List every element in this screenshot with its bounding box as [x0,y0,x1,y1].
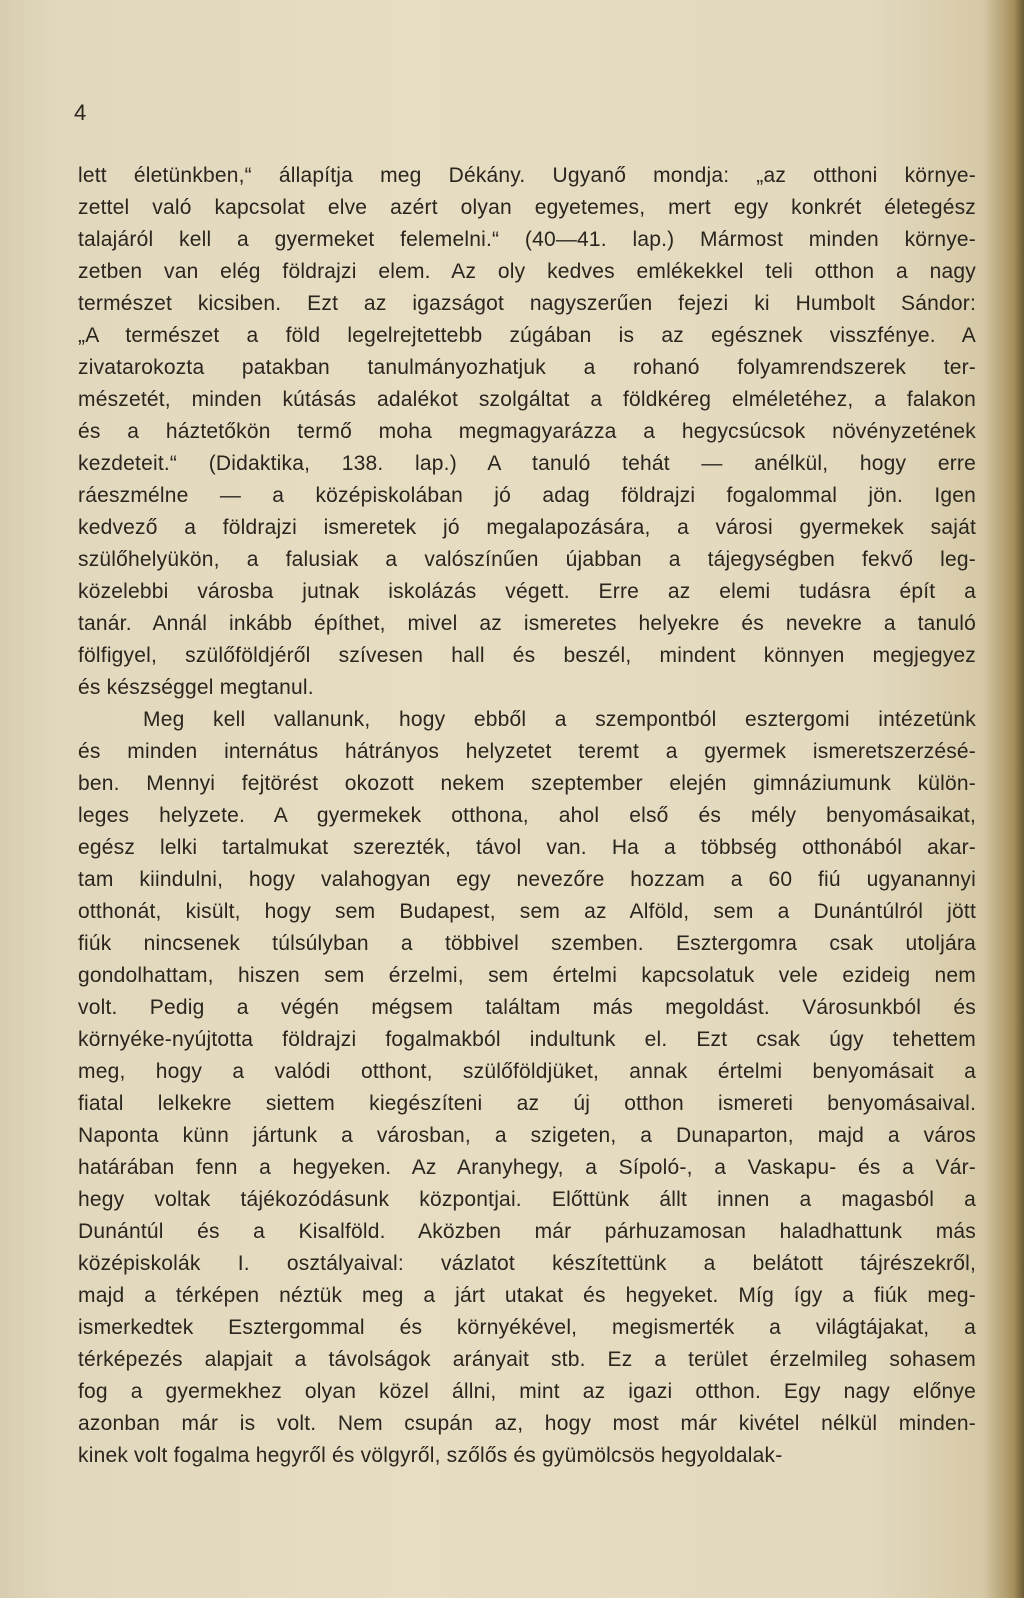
text-line: Dunántúl és a Kisalföld. Aközben már párhuzamosan haladhattunk más [78,1220,976,1243]
text-line: zettel való kapcsolat elve azért olyan egyetemes, mert egy konkrét életegész [78,196,976,219]
text-line: gondolhattam, hiszen sem érzelmi, sem értelmi kapcsolatuk vele ezideig nem [78,964,976,987]
text-line: környéke-nyújtotta földrajzi fogalmakból indultunk el. Ezt csak úgy tehettem [78,1028,976,1051]
text-line: ben. Mennyi fejtörést okozott nekem szeptember elején gimnáziumunk külön- [78,772,976,795]
text-line: volt. Pedig a végén mégsem találtam más megoldást. Városunkból és [78,996,976,1019]
text-line: kedvező a földrajzi ismeretek jó megalapozására, a városi gyermekek saját [78,516,976,539]
text-line: térképezés alapjait a távolságok arányait stb. Ez a terület érzelmileg sohasem [78,1348,976,1371]
text-line: majd a térképen néztük meg a járt utakat és hegyeket. Míg így a fiúk meg- [78,1284,976,1307]
text-line: mészetét, minden kútásás adalékot szolgáltat a földkéreg elméletéhez, a falakon [78,388,976,411]
text-line: és készséggel megtanul. [78,676,314,699]
text-line: ismerkedtek Esztergommal és környékével, megismerték a világtájakat, a [78,1316,976,1339]
text-line: egész lelki tartalmukat szerezték, távol van. Ha a többség otthonából akar- [78,836,976,859]
text-line: kezdeteit.“ (Didaktika, 138. lap.) A tanuló tehát — anélkül, hogy erre [78,452,976,475]
text-line: „A természet a föld legelrejtettebb zúgában is az egésznek visszfénye. A [78,324,976,347]
text-line: leges helyzete. A gyermekek otthona, ahol első és mély benyomásaikat, [78,804,976,827]
text-line: határában fenn a hegyeken. Az Aranyhegy, a Sípoló-, a Vaskapu- és a Vár- [78,1156,976,1179]
text-line: kinek volt fogalma hegyről és völgyről, szőlős és gyümölcsös hegyoldalak- [78,1444,783,1467]
text-line: ráeszmélne — a középiskolában jó adag földrajzi fogalommal jön. Igen [78,484,976,507]
text-line: Meg kell vallanunk, hogy ebből a szempontból esztergomi intézetünk [143,708,976,731]
paragraph-2 [78,704,976,1472]
text-line: és minden internátus hátrányos helyzetet teremt a gyermek ismeretszerzésé- [78,740,976,763]
text-line: talajáról kell a gyermeket felemelni.“ (40—41. lap.) Mármost minden környe- [78,228,976,251]
text-line: azonban már is volt. Nem csupán az, hogy most már kivétel nélkül minden- [78,1412,976,1435]
text-line: fölfigyel, szülőföldjéről szívesen hall és beszél, mindent könnyen megjegyez [78,644,976,667]
text-line: hegy voltak tájékozódásunk központjai. Előttünk állt innen a magasból a [78,1188,976,1211]
body-text [78,160,976,1472]
text-line: otthonát, kisült, hogy sem Budapest, sem az Alföld, sem a Dunántúlról jött [78,900,976,923]
text-line: fiúk nincsenek túlsúlyban a többivel szemben. Esztergomra csak utoljára [78,932,976,955]
text-line: zetben van elég földrajzi elem. Az oly kedves emlékekkel teli otthon a nagy [78,260,976,283]
text-line: és a háztetőkön termő moha megmagyarázza a hegycsúcsok növényzetének [78,420,976,443]
text-line: szülőhelyükön, a falusiak a valószínűen újabban a tájegységben fekvő leg- [78,548,976,571]
page-number: 4 [74,100,87,125]
text-line: tam kiindulni, hogy valahogyan egy nevezőre hozzam a 60 fiú ugyanannyi [78,868,976,891]
text-line: természet kicsiben. Ezt az igazságot nagyszerűen fejezi ki Humbolt Sándor: [78,292,976,315]
text-line: fog a gyermekhez olyan közel állni, mint az igazi otthon. Egy nagy előnye [78,1380,976,1403]
text-line: zivatarokozta patakban tanulmányozhatjuk a rohanó folyamrendszerek ter- [78,356,976,379]
text-line: középiskolák I. osztályaival: vázlatot készítettünk a belátott tájrészekről, [78,1252,976,1275]
text-line: tanár. Annál inkább építhet, mivel az ismeretes helyekre és nevekre a tanuló [78,612,976,635]
text-line: fiatal lelkekre siettem kiegészíteni az új otthon ismereti benyomásaival. [78,1092,976,1115]
text-line: Naponta künn jártunk a városban, a szigeten, a Dunaparton, majd a város [78,1124,976,1147]
text-line: lett életünkben,“ állapítja meg Dékány. Ugyanő mondja: „az otthoni környe- [78,164,976,187]
paragraph-1 [78,160,976,704]
text-line: meg, hogy a valódi otthont, szülőföldjüket, annak értelmi benyomásait a [78,1060,976,1083]
text-line: közelebbi városba jutnak iskolázás végett. Erre az elemi tudásra épít a [78,580,976,603]
